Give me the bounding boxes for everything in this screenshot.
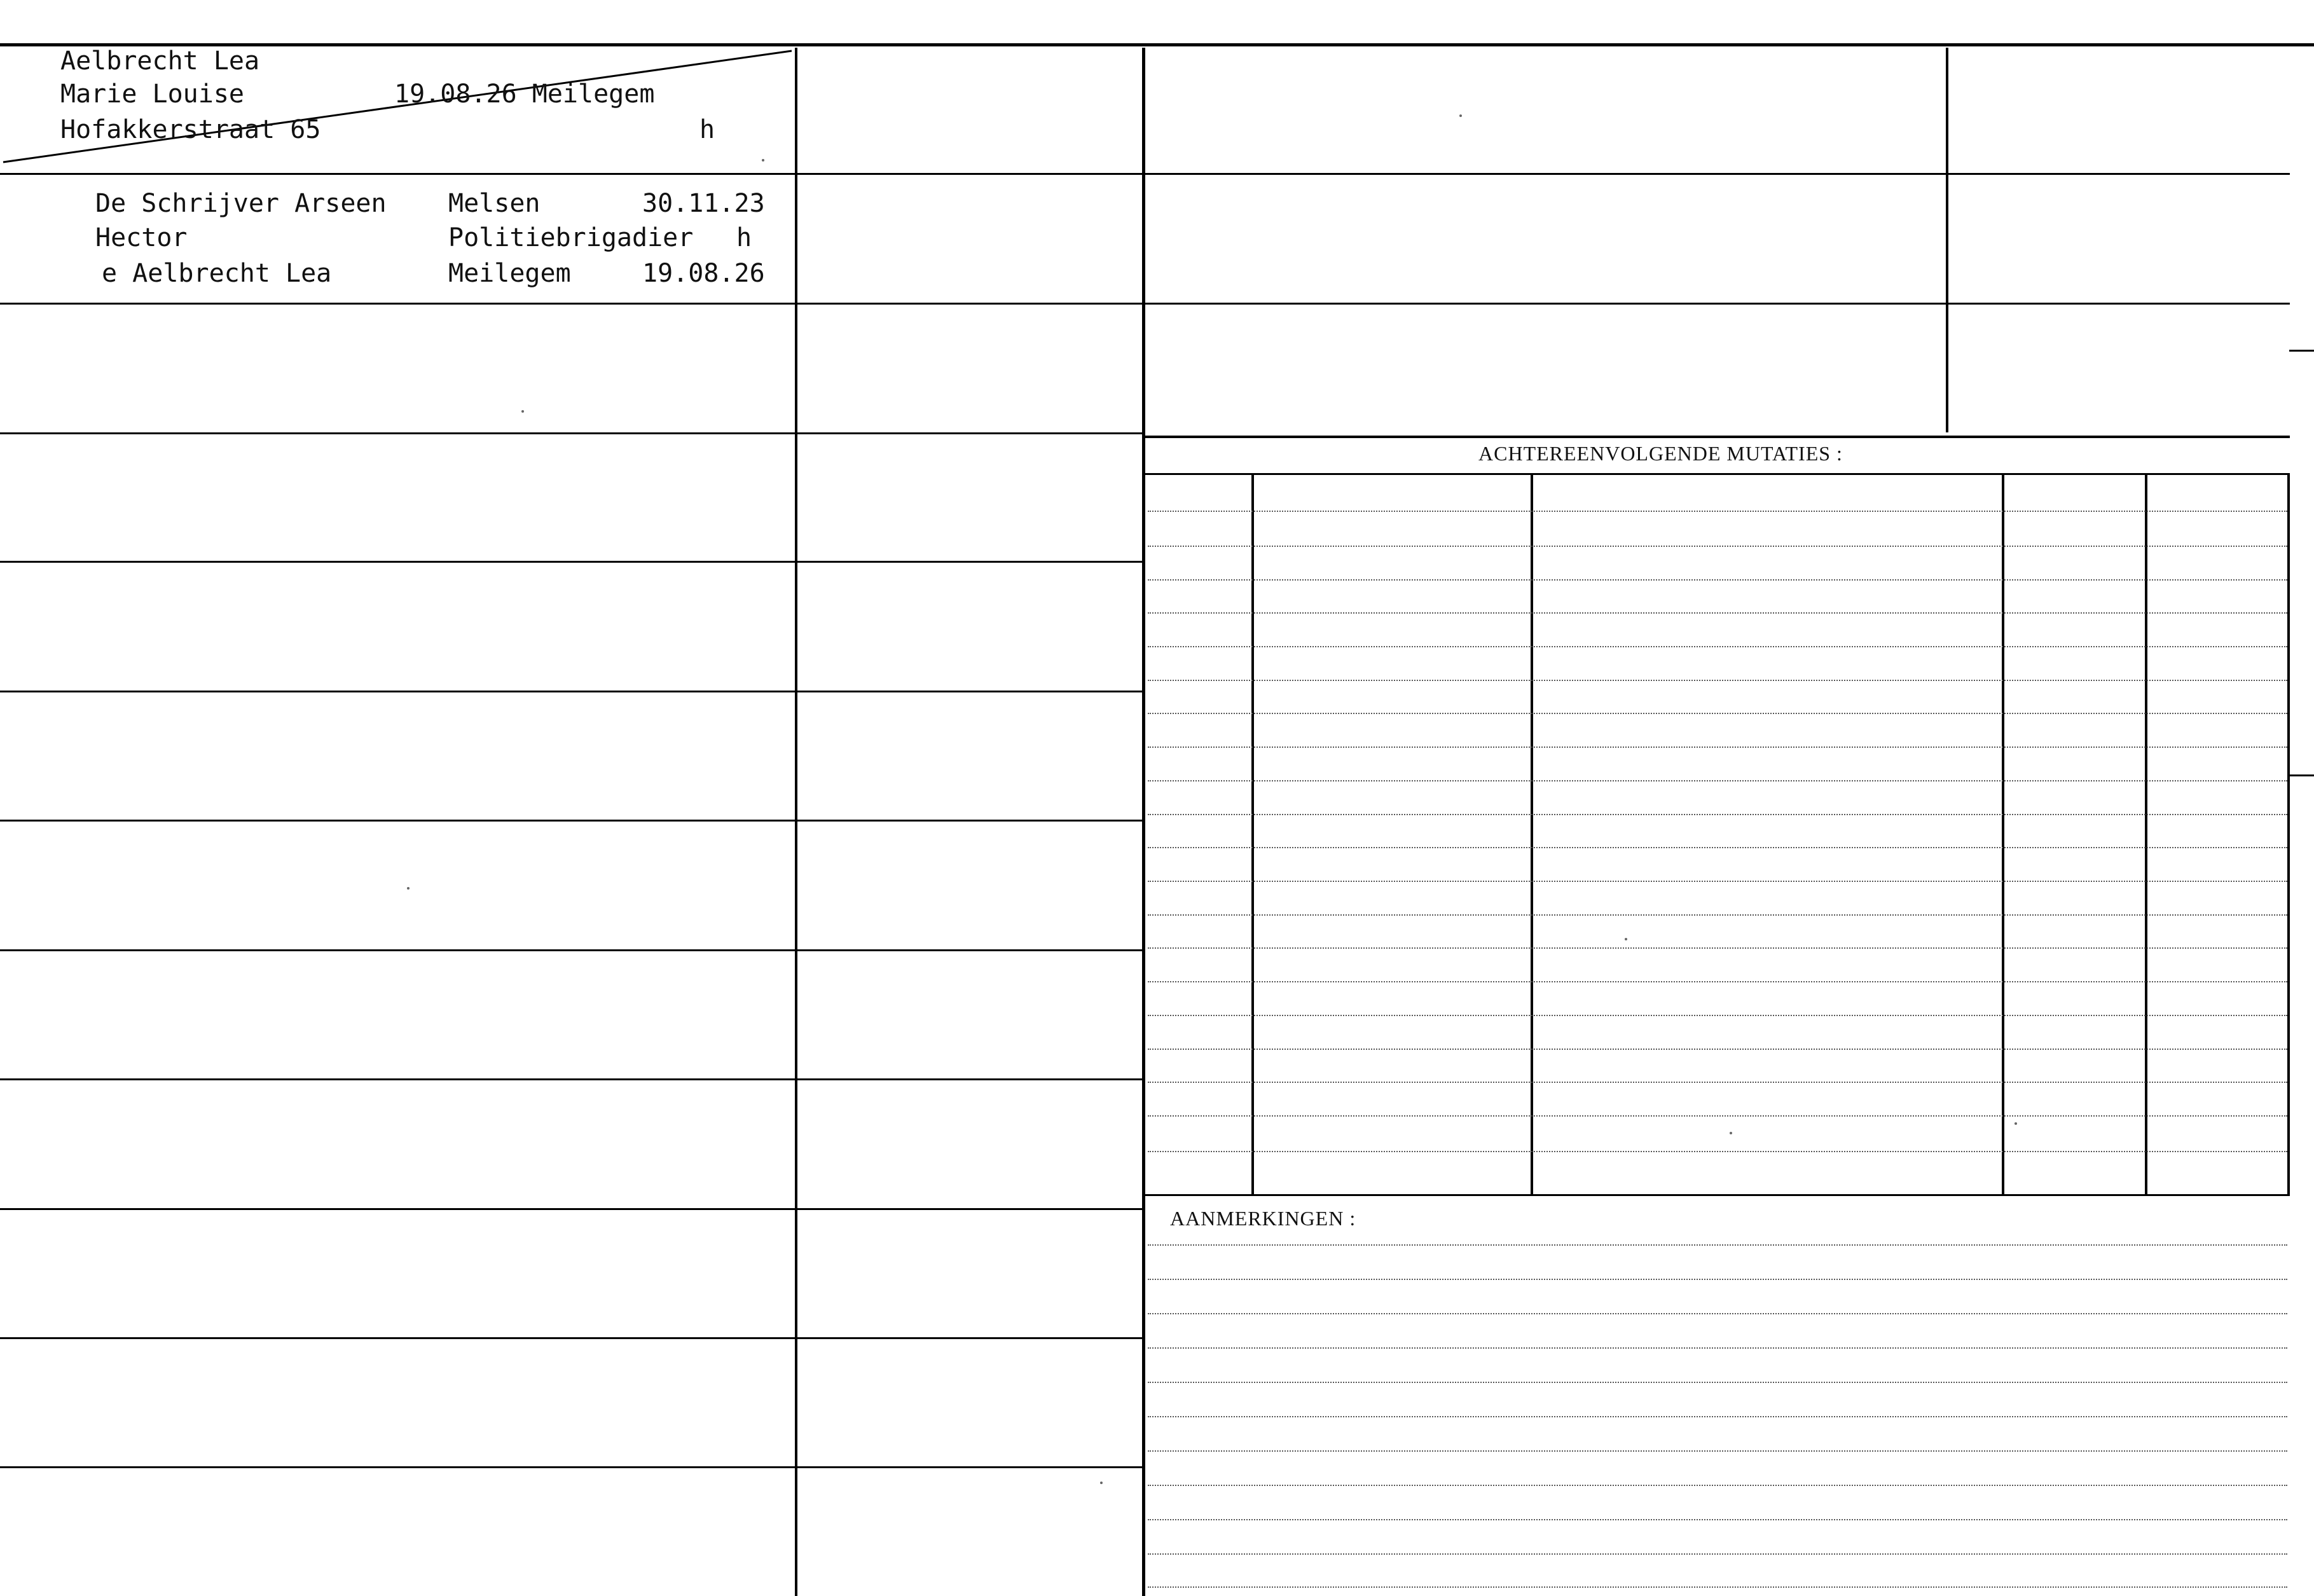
header-name: Aelbrecht Lea	[60, 46, 260, 76]
mutations-col-line	[2145, 474, 2147, 1194]
entry-spouse: e Aelbrecht Lea	[102, 259, 332, 288]
row-line	[0, 1208, 1142, 1210]
remarks-line	[1148, 1416, 2287, 1417]
mutations-row	[1148, 746, 2287, 748]
mutations-title: ACHTEREENVOLGENDE MUTATIES :	[1478, 442, 1843, 465]
scan-speck	[2014, 1122, 2017, 1125]
row-line	[0, 820, 1142, 822]
mutations-col-line	[2002, 474, 2004, 1194]
mutations-row	[1148, 780, 2287, 781]
mutations-row	[1148, 546, 2287, 547]
mutations-col-line	[1531, 474, 1533, 1194]
remarks-line	[1148, 1519, 2287, 1520]
remarks-line	[1148, 1382, 2287, 1383]
remarks-title: AANMERKINGEN :	[1170, 1207, 1356, 1230]
mutations-row	[1148, 814, 2287, 815]
column-divider-right-upper	[1946, 48, 1948, 432]
row-line	[0, 1337, 1142, 1339]
entry-place1: Melsen	[448, 189, 541, 218]
mutations-row	[1148, 713, 2287, 714]
remarks-line	[1148, 1279, 2287, 1280]
remarks-line	[1148, 1586, 2287, 1588]
scan-speck	[407, 887, 410, 890]
mutations-row	[1148, 579, 2287, 581]
header-address: Hofakkerstraat 65	[60, 115, 321, 144]
header-birth: 19.08.26 Meilegem	[394, 79, 655, 109]
mutations-row	[1148, 1115, 2287, 1117]
margin-tick	[2289, 774, 2314, 776]
row-line	[0, 1466, 1142, 1468]
mutations-row	[1148, 612, 2287, 614]
remarks-line	[1148, 1450, 2287, 1452]
mutations-row	[1148, 1049, 2287, 1050]
remarks-line	[1148, 1313, 2287, 1314]
row-line	[1145, 436, 2290, 438]
row-line	[0, 173, 1142, 175]
column-divider-left	[795, 48, 797, 1596]
mutations-row	[1148, 1151, 2287, 1152]
scan-speck	[1100, 1482, 1103, 1484]
row-line	[1145, 303, 2290, 305]
remarks-line	[1148, 1244, 2287, 1246]
remarks-line	[1148, 1347, 2287, 1349]
row-line	[0, 432, 1142, 434]
mutations-row	[1148, 847, 2287, 848]
mutations-frame-top	[1145, 473, 2290, 475]
mutations-row	[1148, 646, 2287, 647]
entry-date1: 30.11.23	[642, 189, 765, 218]
mutations-row	[1148, 680, 2287, 681]
mutations-row	[1148, 981, 2287, 982]
scan-speck	[521, 410, 524, 413]
row-line	[0, 303, 1142, 305]
mutations-col-line	[1251, 474, 1254, 1194]
row-line	[0, 561, 1142, 563]
scan-speck	[1625, 938, 1627, 940]
entry-first-name: Hector	[95, 223, 188, 252]
header-first-names: Marie Louise	[60, 79, 244, 109]
mutations-row	[1148, 914, 2287, 916]
scan-speck	[1730, 1132, 1732, 1134]
entry-occupation: Politiebrigadier	[448, 223, 694, 252]
scan-speck	[1459, 114, 1462, 117]
margin-tick	[2289, 350, 2314, 352]
entry-place2: Meilegem	[448, 259, 571, 288]
entry-sex: h	[736, 223, 752, 252]
row-line	[1145, 173, 2290, 175]
entry-date2: 19.08.26	[642, 259, 765, 288]
mutations-frame-bottom	[1145, 1194, 2290, 1196]
header-sex: h	[699, 115, 715, 144]
mutations-row	[1148, 881, 2287, 882]
row-line	[0, 691, 1142, 692]
mutations-row	[1148, 511, 2287, 512]
entry-name: De Schrijver Arseen	[95, 189, 387, 218]
mutations-row	[1148, 1015, 2287, 1016]
row-line	[0, 949, 1142, 951]
mutations-row	[1148, 947, 2287, 949]
remarks-line	[1148, 1485, 2287, 1486]
column-divider-middle	[1142, 48, 1145, 1596]
mutations-row	[1148, 1082, 2287, 1083]
mutations-col-line	[2287, 474, 2290, 1194]
remarks-line	[1148, 1553, 2287, 1555]
scan-speck	[762, 159, 764, 162]
row-line	[0, 1078, 1142, 1080]
